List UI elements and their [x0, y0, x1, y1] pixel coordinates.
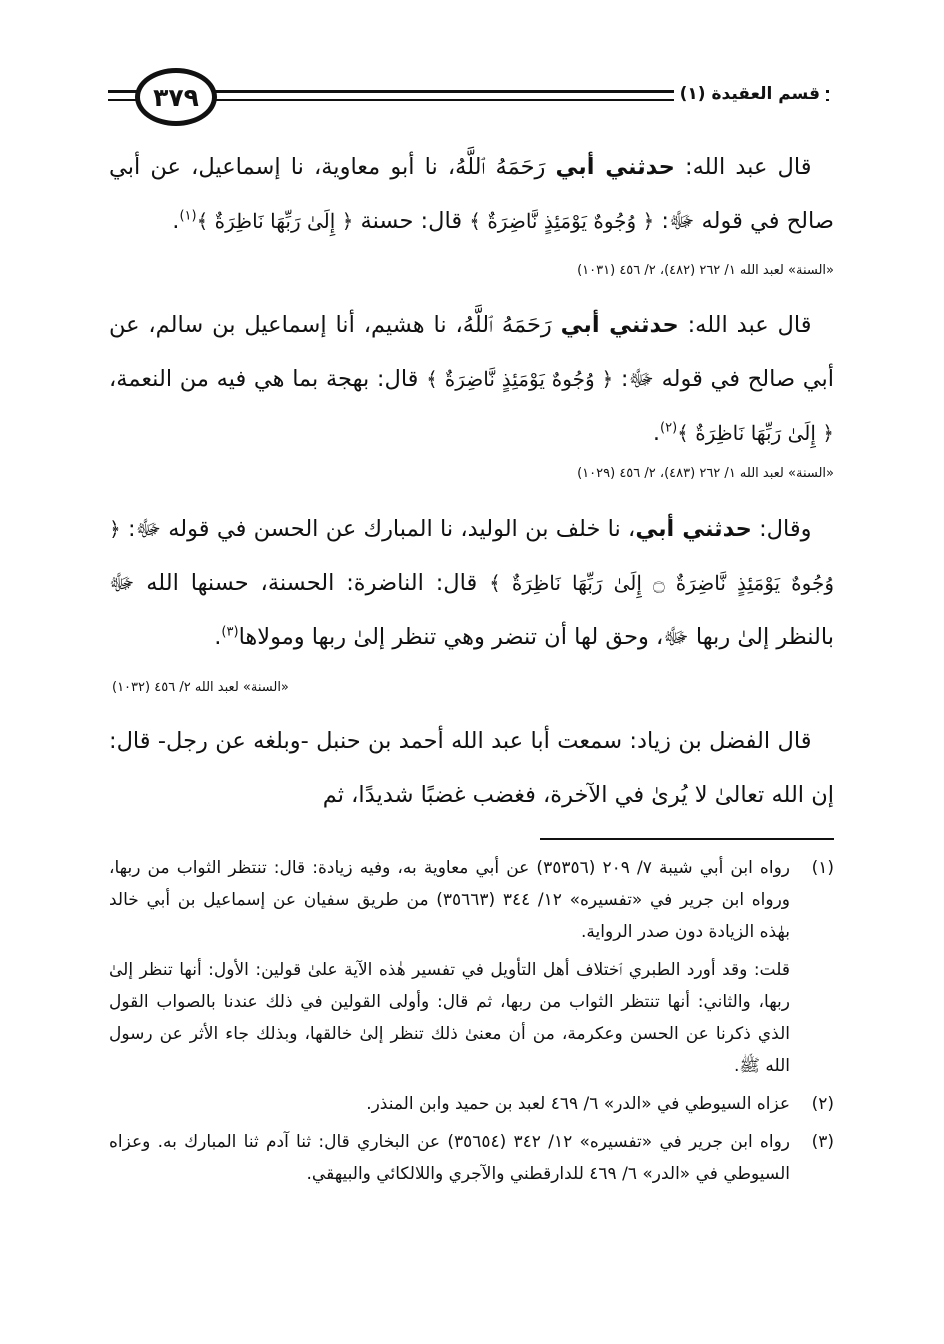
p1-narrator: حدثني أبي	[555, 154, 675, 180]
page-number	[135, 68, 217, 126]
footnote-1-number: (١)	[811, 858, 834, 878]
source-citation-3: «السنة» لعبد الله ٢/ ٤٥٦ (١٠٣٢)	[112, 680, 289, 695]
footnote-3-number: (٣)	[811, 1132, 834, 1152]
footnote-2	[109, 1088, 834, 1120]
p2-text-a: قال عبد الله:	[678, 312, 812, 338]
p1-quran-2: ﴿ إِلَىٰ رَبِّهَا نَاظِرَةٌ ﴾	[196, 209, 354, 233]
p1-text-c: رَحَمَهُ ٱللَّهُ، نا أبو معاوية، نا إسماعيل، عن أبي صالح في قوله ﷻ:	[109, 154, 834, 234]
header-rule-bottom-left	[108, 99, 138, 101]
paragraph-4	[109, 714, 834, 822]
section-title: قسم العقيدة (١)	[674, 84, 826, 104]
p3-text-d: قال: الناضرة: الحسنة، حسنها الله ﷻ بالنظر إلىٰ ربها ﷻ، وحق لها أن تنضر وهي تنظر إلىٰ ربها ومولاها	[109, 570, 834, 650]
p3-end: .	[214, 624, 222, 650]
source-citation-1: «السنة» لعبد الله ١/ ٢٦٢ (٤٨٢)، ٢/ ٤٥٦ (١٠٣١)	[577, 263, 834, 278]
footnote-3-text: رواه ابن جرير في «تفسيره» ١٢/ ٣٤٢ (٣٥٦٥٤) عن البخاري قال: ثنا آدم ثنا المبارك به. وعزاه السيوطي في «الدر» ٦/ ٤٦٩ للدارقطني والآجري واللالكائي والبيهقي.	[109, 1132, 790, 1184]
source-citation-2: «السنة» لعبد الله ١/ ٢٦٢ (٤٨٣)، ٢/ ٤٥٦ (١٠٢٩)	[577, 466, 834, 481]
footnote-separator	[540, 838, 834, 840]
p2-end: .	[652, 420, 661, 446]
footnote-3	[109, 1126, 834, 1190]
paragraph-1	[109, 140, 834, 248]
p4-text: قال الفضل بن زياد: سمعت أبا عبد الله أحمد بن حنبل -وبلغه عن رجل- قال: إن الله تعالىٰ لا يُرىٰ في الآخرة، فغضب غضبًا شديدًا، ثم	[109, 728, 834, 808]
p2-quran-1: ﴿ وُجُوهٌ يَوْمَئِذٍ نَّاضِرَةٌ ﴾	[426, 367, 614, 391]
p2-text-c: رَحَمَهُ ٱللَّهُ، نا هشيم، أنا إسماعيل بن سالم، عن أبي صالح في قوله ﷻ:	[109, 312, 835, 392]
p1-text-d: قال: حسنة	[353, 208, 470, 234]
paragraph-2	[109, 298, 834, 460]
p2-narrator: حدثني أبي	[560, 312, 679, 338]
p1-quran-1: ﴿ وُجُوهٌ يَوْمَئِذٍ نَّاضِرَةٌ ﴾	[469, 209, 655, 233]
p3-quran-1: ﴿ وُجُوهٌ يَوْمَئِذٍ نَّاضِرَةٌ ۝ إِلَىٰ رَبِّهَا نَاظِرَةٌ ﴾	[109, 517, 834, 595]
footnote-1-extra-row	[109, 954, 834, 1082]
footnote-1-text: رواه ابن أبي شيبة ٧/ ٢٠٩ (٣٥٣٥٦) عن أبي معاوية به، وفيه زيادة: قال: تنتظر الثواب من ربها، ورواه ابن جرير في «تفسيره» ١٢/ ٣٤٤ (٣٥٦٦٣) من طريق سفيان عن إسماعيل بن أبي خالد بهٰذه الزيادة دون صدر الرواية.	[109, 858, 790, 942]
p1-text-a: قال عبد الله:	[674, 154, 812, 180]
p3-narrator: حدثني أبي	[635, 516, 752, 542]
header-rule-top-left	[108, 90, 138, 93]
p2-footnote-ref: (٢)	[660, 420, 678, 436]
footnote-2-number: (٢)	[811, 1094, 834, 1114]
footnote-1-extra: قلت: وقد أورد الطبري ٱختلاف أهل التأويل في تفسير هٰذه الآية علىٰ قولين: الأول: أنها تنظر إلىٰ ربها، والثاني: أنها تنتظر الثواب من ربها، ثم قال: وأولى القولين في ذلك عندنا بالصواب القول الذي ذكرنا عن الحسن وعكرمة، من أن معنىٰ ذلك تنظر إلىٰ خالقها، وبذلك جاء الأثر عن رسول الله ﷺ.	[109, 960, 790, 1076]
p2-text-d: قال: بهجة بما هي فيه من النعمة،	[109, 366, 427, 392]
p3-text-a: وقال:	[751, 516, 812, 542]
p3-text-c: ، نا خلف بن الوليد، نا المبارك عن الحسن في قوله ﷻ:	[120, 516, 636, 542]
p1-footnote-ref: (١)	[179, 208, 197, 224]
paragraph-3	[109, 502, 834, 664]
p3-footnote-ref: (٣)	[221, 624, 239, 640]
footnote-2-text: عزاه السيوطي في «الدر» ٦/ ٤٦٩ لعبد بن حميد وابن المنذر.	[366, 1094, 790, 1114]
footnotes	[109, 852, 834, 1190]
page-number-text: ٣٧٩	[153, 82, 199, 112]
p1-end: .	[172, 208, 180, 234]
footnote-1-extra-indent	[790, 954, 834, 1082]
footnote-1	[109, 852, 834, 948]
p2-quran-2: ﴿ إِلَىٰ رَبِّهَا نَاظِرَةٌ ﴾	[677, 421, 834, 445]
